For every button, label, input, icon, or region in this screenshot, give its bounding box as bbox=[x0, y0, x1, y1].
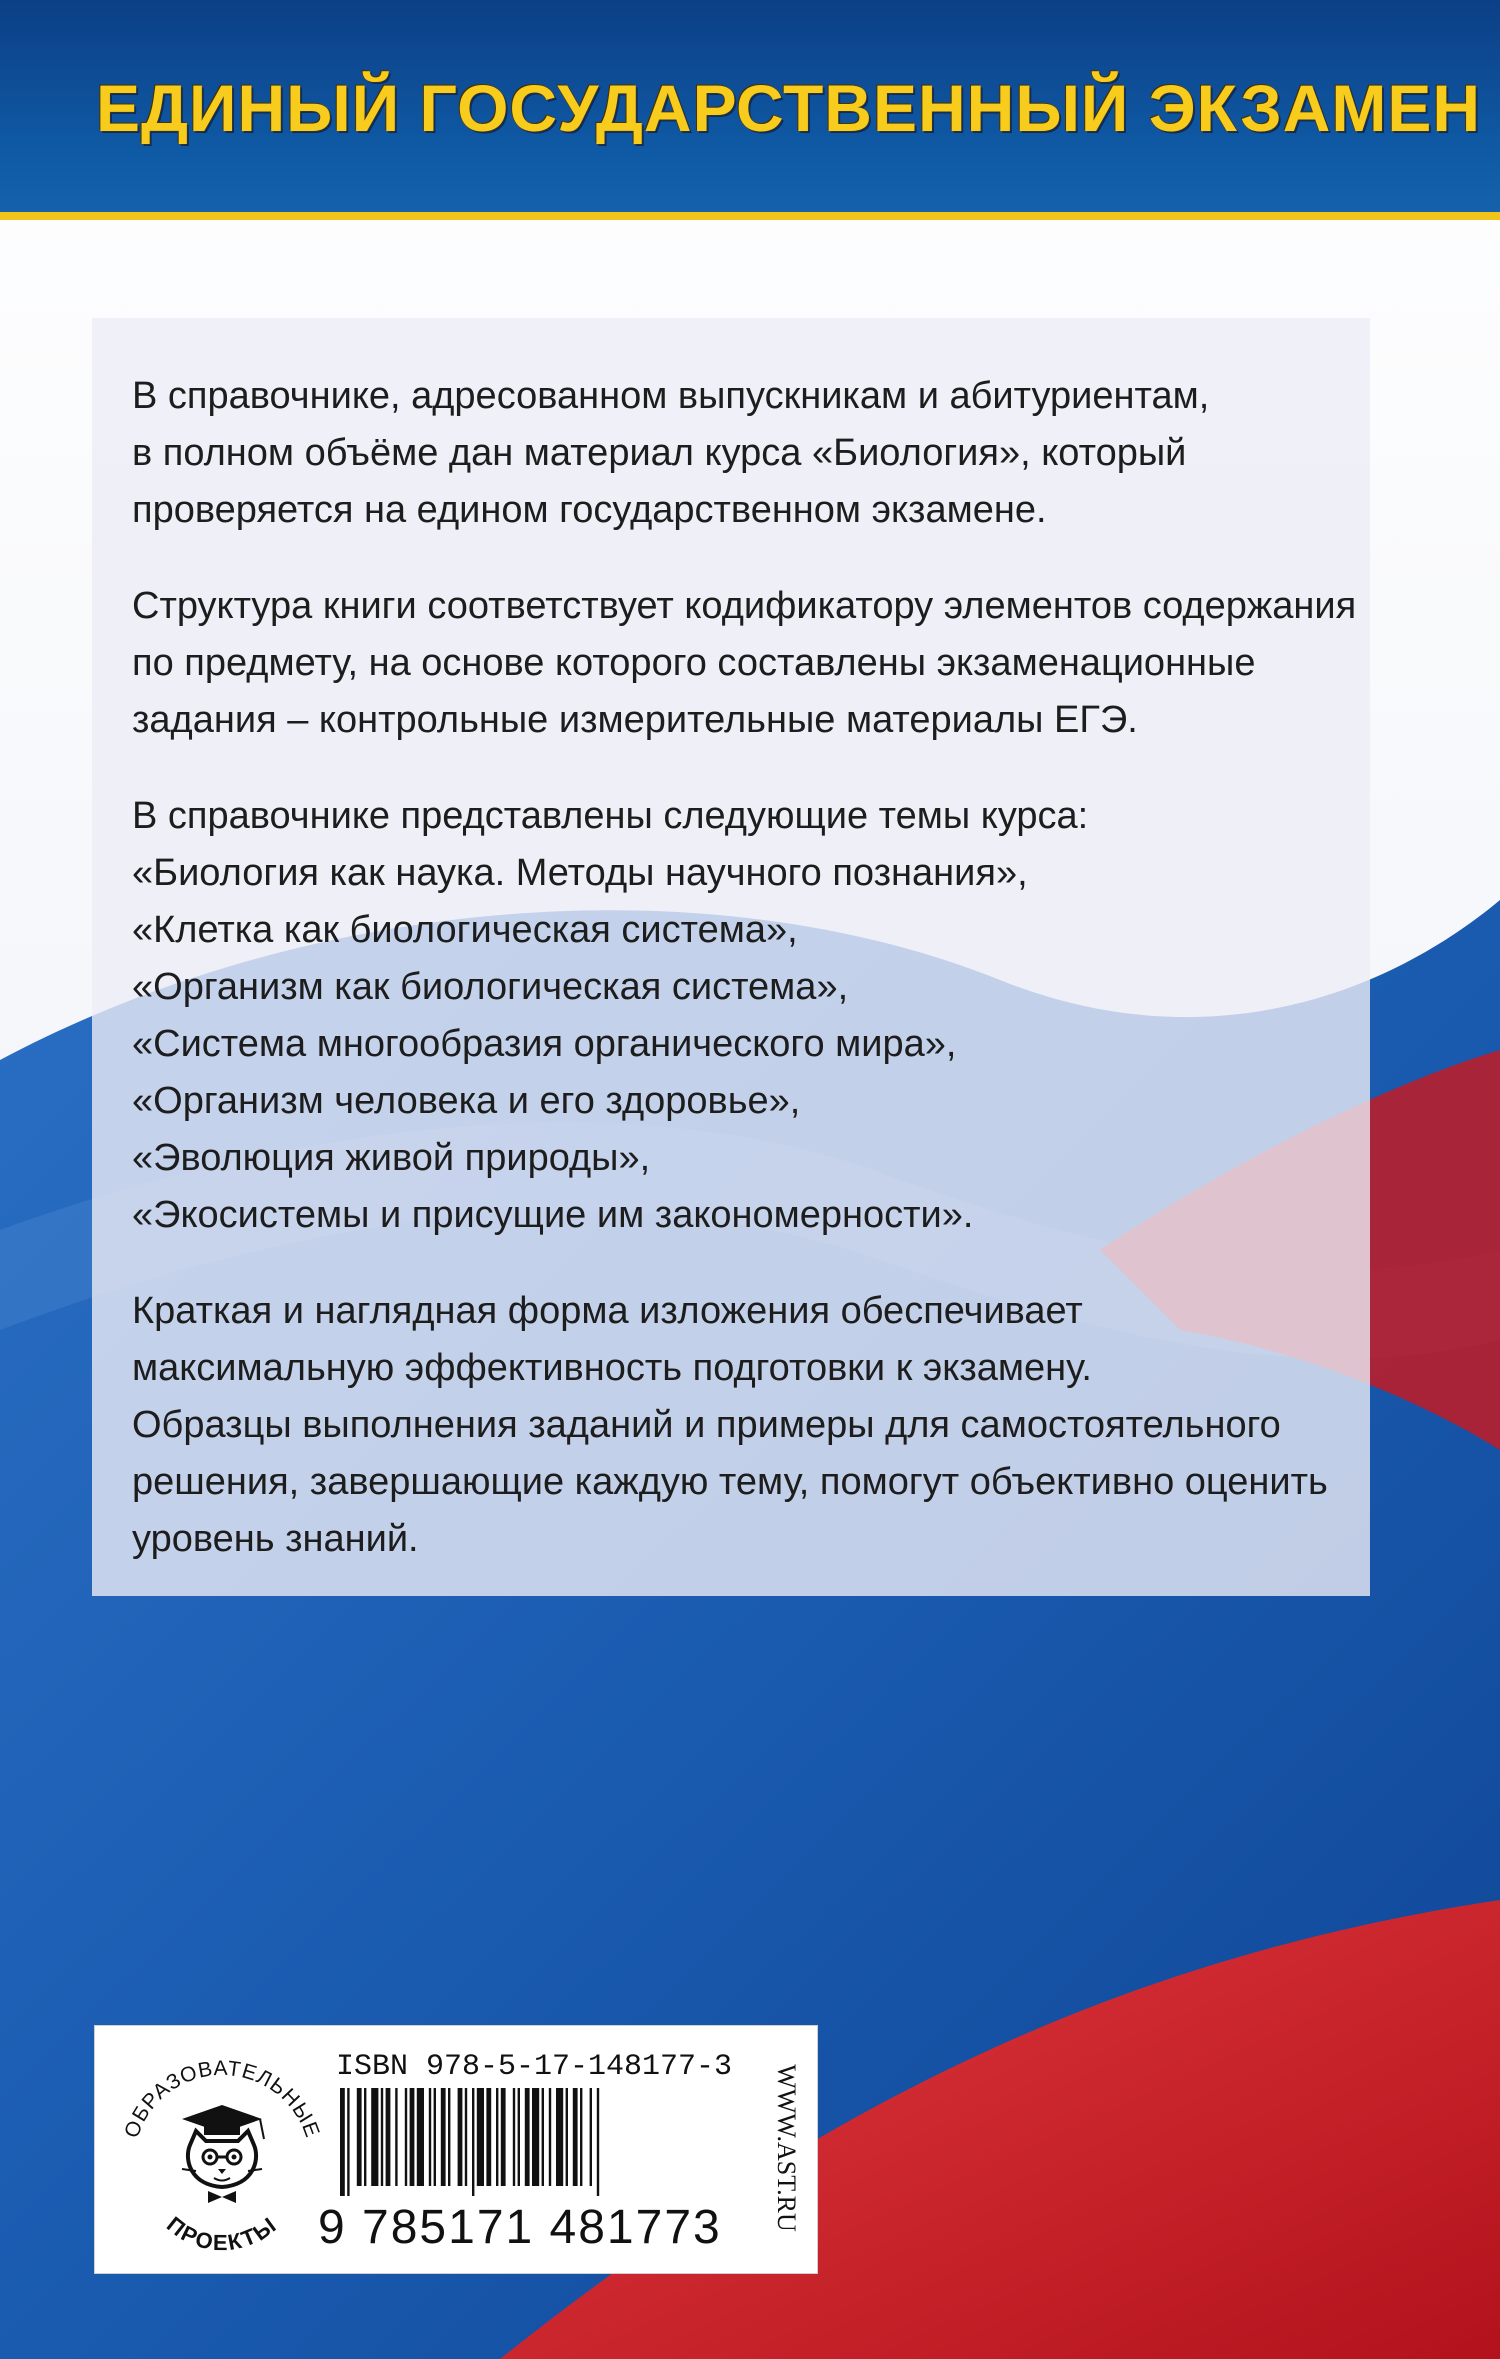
logo-text-bottom: ПРОЕКТЫ bbox=[162, 2211, 282, 2256]
barcode-bar bbox=[566, 2088, 568, 2186]
topics-intro: В справочнике представлены следующие темы курса: bbox=[132, 795, 1089, 837]
barcode-bar bbox=[364, 2088, 366, 2186]
barcode-bar bbox=[371, 2088, 378, 2186]
topic-item: «Организм человека и его здоровье», bbox=[132, 1080, 801, 1122]
barcode-bar bbox=[580, 2088, 582, 2186]
description-panel bbox=[92, 318, 1370, 1596]
barcode-bar bbox=[477, 2088, 484, 2186]
series-title: ЕДИНЫЙ ГОСУДАРСТВЕННЫЙ ЭКЗАМЕН bbox=[96, 71, 1482, 145]
text-line: решения, завершающие каждую тему, помогут объективно оценить bbox=[132, 1461, 1328, 1503]
barcode-digits: 9 785171 481773 bbox=[318, 2201, 722, 2254]
barcode-bar bbox=[405, 2088, 407, 2186]
barcode-bar bbox=[542, 2088, 544, 2186]
barcode-bar bbox=[410, 2088, 415, 2186]
publisher-logo bbox=[112, 2035, 332, 2265]
barcode-bar bbox=[381, 2088, 383, 2186]
barcode-bar bbox=[590, 2088, 592, 2186]
text-line: проверяется на едином государственном экзамене. bbox=[132, 489, 1047, 531]
barcode-bar bbox=[434, 2088, 436, 2186]
barcode-bar bbox=[513, 2088, 515, 2186]
barcode-bar bbox=[597, 2088, 599, 2196]
barcode-bar bbox=[556, 2088, 563, 2186]
topic-item: «Эволюция живой природы», bbox=[132, 1137, 651, 1179]
text-line: Образцы выполнения заданий и примеры для самостоятельного bbox=[132, 1404, 1281, 1446]
text-line: В справочнике, адресованном выпускникам и абитуриентам, bbox=[132, 375, 1210, 417]
text-line: максимальную эффективность подготовки к экзамену. bbox=[132, 1347, 1092, 1389]
text-line: Структура книги соответствует кодификатору элементов содержания bbox=[132, 585, 1357, 627]
barcode-bar bbox=[501, 2088, 506, 2186]
topic-item: «Биология как наука. Методы научного познания», bbox=[132, 852, 1028, 894]
barcode-bar bbox=[448, 2088, 450, 2186]
text-line: в полном объёме дан материал курса «Биология», который bbox=[132, 432, 1187, 474]
isbn-number: ISBN 978-5-17-148177-3 bbox=[336, 2050, 733, 2084]
barcode-bar bbox=[429, 2088, 431, 2186]
barcode-bar bbox=[357, 2088, 362, 2186]
barcode-bar bbox=[518, 2088, 520, 2186]
barcode-bar bbox=[347, 2088, 349, 2196]
barcode-bar bbox=[525, 2088, 530, 2186]
barcode-bar bbox=[573, 2088, 578, 2186]
barcode bbox=[336, 2088, 728, 2196]
barcode-bar bbox=[395, 2088, 397, 2186]
text-line: уровень знаний. bbox=[132, 1518, 419, 1560]
topic-item: «Экосистемы и присущие им закономерности». bbox=[132, 1194, 974, 1236]
barcode-bar bbox=[486, 2088, 491, 2186]
barcode-bar bbox=[472, 2088, 474, 2196]
barcode-bar bbox=[417, 2088, 424, 2186]
topic-item: «Система многообразия органического мира», bbox=[132, 1023, 957, 1065]
barcode-bar bbox=[549, 2088, 551, 2186]
text-line: Краткая и наглядная форма изложения обеспечивает bbox=[132, 1290, 1083, 1332]
header-stripe bbox=[0, 212, 1500, 220]
barcode-bar bbox=[458, 2088, 463, 2186]
barcode-bar bbox=[532, 2088, 539, 2186]
barcode-bar bbox=[441, 2088, 446, 2186]
barcode-bar bbox=[465, 2088, 467, 2186]
text-line: по предмету, на основе которого составлены экзаменационные bbox=[132, 642, 1256, 684]
topic-item: «Организм как биологическая система», bbox=[132, 966, 849, 1008]
logo-text-top: ОБРАЗОВАТЕЛЬНЫЕ bbox=[120, 2056, 324, 2142]
barcode-bar bbox=[386, 2088, 391, 2186]
topic-item: «Клетка как биологическая система», bbox=[132, 909, 798, 951]
publisher-website: WWW.AST.RU bbox=[772, 2064, 801, 2232]
text-line: задания – контрольные измерительные материалы ЕГЭ. bbox=[132, 699, 1138, 741]
barcode-bar bbox=[496, 2088, 498, 2186]
svg-text:ПРОЕКТЫ bbox=[162, 2211, 282, 2255]
barcode-bar bbox=[340, 2088, 345, 2196]
